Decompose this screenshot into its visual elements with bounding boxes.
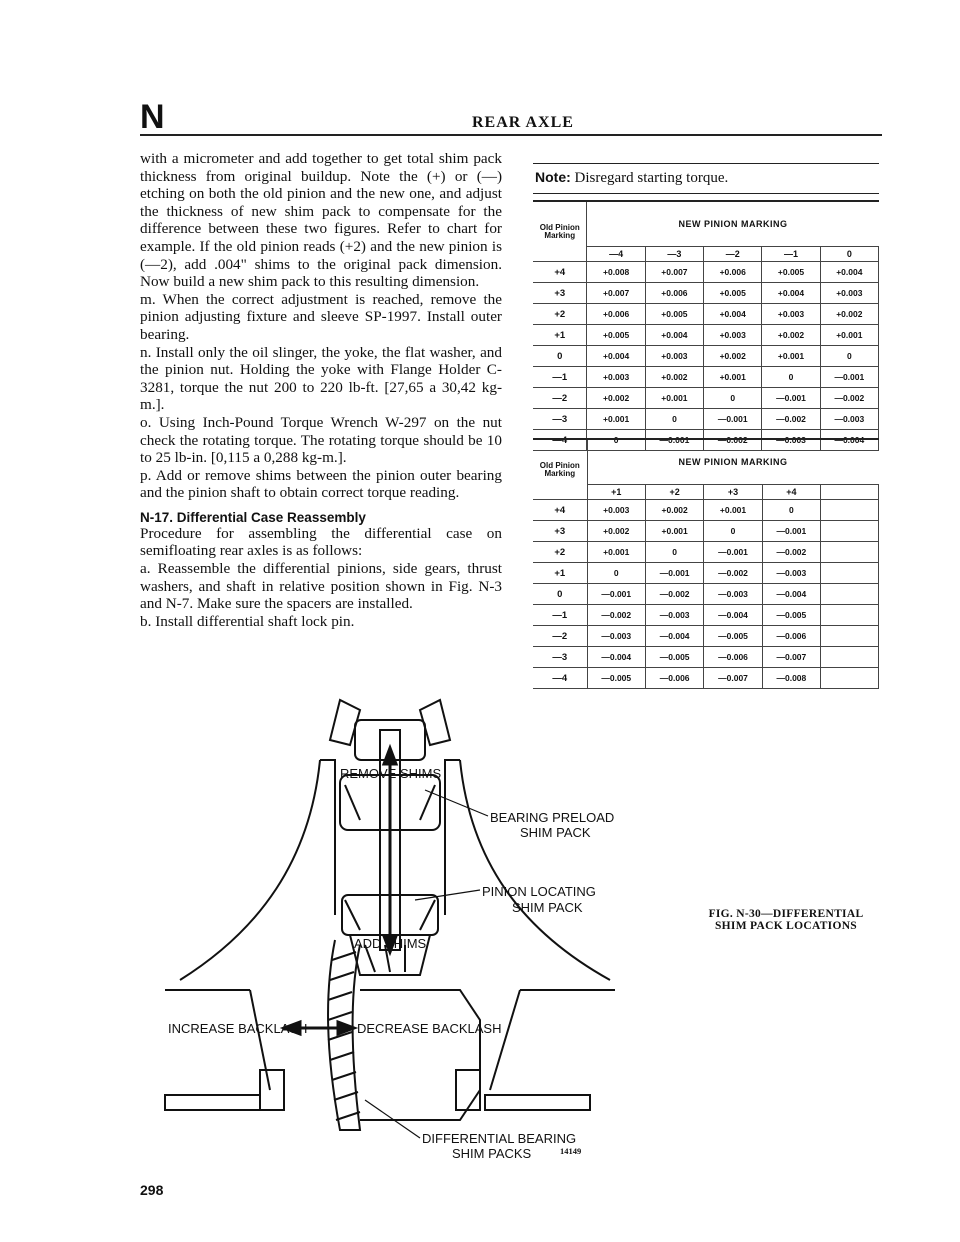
table-cell (821, 584, 879, 605)
table-cell (821, 647, 879, 668)
table-row (533, 262, 879, 283)
row-label: —3 (533, 409, 587, 430)
paragraph: p. Add or remove shims between the pinion outer bearing and the pinion shaft to obtain correct torque reading. (140, 466, 502, 502)
table-cell: +0.003 (645, 346, 703, 367)
new-pinion-header: NEW PINION MARKING (587, 439, 878, 485)
table-cell: —0.006 (762, 626, 820, 647)
pinion-marking-table-negative (533, 200, 879, 451)
table-cell: +0.004 (645, 325, 703, 346)
label-decrease-backlash: DECREASE BACKLASH (357, 1021, 502, 1036)
table-row (533, 283, 879, 304)
table-cell: —0.004 (704, 605, 762, 626)
table-cell: +0.005 (587, 325, 645, 346)
column-header: 0 (820, 247, 878, 262)
table-cell: +0.002 (645, 500, 703, 521)
table-row (533, 542, 879, 563)
row-label: +1 (533, 563, 587, 584)
label-pinion-locating-2: SHIM PACK (512, 900, 583, 915)
row-label: +4 (533, 262, 587, 283)
table-row (533, 647, 879, 668)
label-differential-bearing-2: SHIM PACKS (452, 1146, 532, 1160)
table-cell: —0.002 (645, 584, 703, 605)
table-cell: —0.003 (645, 605, 703, 626)
section-letter: N (140, 98, 166, 136)
table-cell: +0.007 (587, 283, 645, 304)
old-pinion-header: Old Pinion Marking (533, 201, 587, 262)
paragraph: a. Reassemble the differential pinions, side gears, thrust washers, and shaft in relative position shown in Fig. N-3 and N-7. Make sure the spacers are installed. (140, 560, 502, 613)
paragraph: m. When the correct adjustment is reached, remove the pinion adjusting fixture and sleeve SP-1997. Install outer bearing. (140, 290, 502, 343)
table-row (533, 584, 879, 605)
table-cell: 0 (645, 409, 703, 430)
row-label: —3 (533, 647, 587, 668)
table-cell (821, 563, 879, 584)
row-label: 0 (533, 584, 587, 605)
column-header: —1 (762, 247, 820, 262)
table-row (533, 325, 879, 346)
table-cell: +0.005 (762, 262, 820, 283)
table-row (533, 563, 879, 584)
table-cell: —0.001 (587, 584, 645, 605)
table-cell: +0.001 (587, 409, 645, 430)
table-cell: —0.007 (762, 647, 820, 668)
table-cell: 0 (762, 367, 820, 388)
table-cell: 0 (587, 563, 645, 584)
row-label: +3 (533, 521, 587, 542)
table-cell: 0 (645, 542, 703, 563)
header-rule (140, 134, 882, 136)
paragraph: n. Install only the oil slinger, the yoke, the flat washer, and the pinion nut. Holding the yoke with Flange Holder C-3281, torque the nut 200 to 220 lb-ft. [27,65 a 30,42 kg-m.]. (140, 343, 502, 414)
table-cell: 0 (704, 521, 762, 542)
table-row (533, 605, 879, 626)
table-cell: —0.006 (645, 668, 703, 689)
column-header: +2 (645, 485, 703, 500)
table-cell: —0.001 (704, 542, 762, 563)
table-cell (821, 542, 879, 563)
table-cell: +0.003 (820, 283, 878, 304)
table-cell: —0.002 (704, 430, 762, 451)
table-cell: —0.002 (762, 409, 820, 430)
table-cell: 0 (704, 388, 762, 409)
page-number: 298 (140, 1182, 164, 1198)
table-cell: 0 (820, 346, 878, 367)
table-row (533, 521, 879, 542)
table-cell: —0.004 (820, 430, 878, 451)
differential-shim-diagram (160, 690, 620, 1160)
table-cell: —0.003 (587, 626, 645, 647)
table-cell (821, 626, 879, 647)
label-pinion-locating: PINION LOCATING (482, 884, 596, 899)
table-cell (821, 500, 879, 521)
left-column (140, 150, 502, 630)
row-label: 0 (533, 346, 587, 367)
pinion-marking-table-positive (533, 438, 879, 689)
table-cell: 0 (762, 500, 820, 521)
label-remove-shims: REMOVE SHIMS (340, 766, 442, 781)
note-text: Disregard starting torque. (574, 170, 729, 186)
paragraph: with a micrometer and add together to get total shim pack thickness from original buildup. Note the (+) or (—) etching on both the old pinion and the new one, and adjust the thickness of new shim pack to compensate for the difference between these two figures. Refer to chart for example. If the old pinion reads (+2) and the new pinion is (—2), add .004" shims to the original pack dimension. Now build a new shim pack to this resulting dimension. (140, 150, 502, 291)
paragraph: Procedure for assembling the differential case on semifloating rear axles is as follows: (140, 524, 502, 560)
table-cell: —0.001 (645, 430, 703, 451)
column-header: —2 (704, 247, 762, 262)
axle-right (485, 1095, 590, 1110)
table-cell: —0.003 (762, 563, 820, 584)
table-cell: +0.005 (645, 304, 703, 325)
row-label: —1 (533, 605, 587, 626)
row-label: +3 (533, 283, 587, 304)
row-label: +2 (533, 542, 587, 563)
table-cell: +0.002 (762, 325, 820, 346)
table-cell: +0.004 (587, 346, 645, 367)
figure-number: 14149 (560, 1146, 582, 1156)
label-increase-backlash: INCREASE BACKLASH (168, 1021, 308, 1036)
table-cell: +0.001 (645, 521, 703, 542)
label-differential-bearing: DIFFERENTIAL BEARING (422, 1131, 577, 1146)
label-bearing-preload: BEARING PRELOAD (490, 810, 615, 825)
table-cell: —0.002 (587, 605, 645, 626)
row-label: —1 (533, 367, 587, 388)
table-cell: —0.001 (645, 563, 703, 584)
section-heading: N-17. Differential Case Reassembly (140, 509, 366, 525)
table-cell: +0.008 (587, 262, 645, 283)
new-pinion-header: NEW PINION MARKING (587, 201, 879, 247)
old-pinion-header: Old Pinion Marking (533, 439, 587, 500)
table-cell: +0.001 (704, 500, 762, 521)
table-cell: +0.004 (762, 283, 820, 304)
table-cell: —0.003 (704, 584, 762, 605)
table-cell: +0.007 (645, 262, 703, 283)
paragraph: o. Using Inch-Pound Torque Wrench W-297 on the nut check the rotating torque. The rotating torque should be 10 to 25 lb-in. [0,115 a 0,288 kg-m.]. (140, 413, 502, 467)
table-row (533, 668, 879, 689)
table-cell: +0.001 (704, 367, 762, 388)
row-label: —2 (533, 388, 587, 409)
differential-case (360, 990, 480, 1120)
table-cell: +0.005 (704, 283, 762, 304)
table-cell: +0.001 (645, 388, 703, 409)
table-row (533, 500, 879, 521)
table-cell: +0.003 (587, 500, 645, 521)
row-label: +2 (533, 304, 587, 325)
table-cell: —0.005 (704, 626, 762, 647)
table-cell: —0.002 (762, 542, 820, 563)
column-header: —3 (645, 247, 703, 262)
table-cell: —0.001 (762, 388, 820, 409)
table-row (533, 346, 879, 367)
table-cell: +0.003 (762, 304, 820, 325)
table-cell: +0.002 (645, 367, 703, 388)
table-cell: —0.001 (820, 367, 878, 388)
table-cell: +0.002 (587, 521, 645, 542)
table-cell: +0.002 (820, 304, 878, 325)
label-add-shims: ADD SHIMS (354, 936, 427, 951)
table-row (533, 388, 879, 409)
table-cell: +0.004 (820, 262, 878, 283)
table-cell: —0.008 (762, 668, 820, 689)
table-cell: +0.003 (587, 367, 645, 388)
table-cell: —0.004 (587, 647, 645, 668)
row-label: —2 (533, 626, 587, 647)
table-cell: +0.003 (704, 325, 762, 346)
table-cell: —0.007 (704, 668, 762, 689)
column-header (821, 485, 879, 500)
table-cell: —0.003 (762, 430, 820, 451)
table-row (533, 626, 879, 647)
table-cell: —0.005 (645, 647, 703, 668)
table-cell: —0.005 (762, 605, 820, 626)
table-cell: +0.002 (587, 388, 645, 409)
table-cell: —0.001 (762, 521, 820, 542)
table-cell: —0.003 (820, 409, 878, 430)
right-diff-bearing (456, 1070, 480, 1110)
table-cell: +0.006 (645, 283, 703, 304)
table-cell: 0 (587, 430, 645, 451)
table-cell: +0.006 (704, 262, 762, 283)
column-header: +4 (762, 485, 820, 500)
table-cell: —0.002 (820, 388, 878, 409)
table-cell (821, 668, 879, 689)
table-row (533, 304, 879, 325)
table-cell: +0.002 (704, 346, 762, 367)
column-header: +1 (587, 485, 645, 500)
figure-caption: FIG. N-30—DIFFERENTIAL SHIM PACK LOCATIONS (708, 908, 864, 932)
row-label: —4 (533, 430, 587, 451)
column-header: +3 (704, 485, 762, 500)
row-label: +1 (533, 325, 587, 346)
note-box (533, 163, 879, 194)
yoke (330, 700, 450, 745)
row-label: —4 (533, 668, 587, 689)
table-cell: +0.001 (587, 542, 645, 563)
table-cell: —0.002 (704, 563, 762, 584)
table-cell (821, 521, 879, 542)
table-cell: —0.006 (704, 647, 762, 668)
note-label: Note: (535, 169, 571, 185)
table-cell: —0.001 (704, 409, 762, 430)
table-cell: +0.004 (704, 304, 762, 325)
page-title: REAR AXLE (472, 114, 574, 131)
table-cell: +0.001 (762, 346, 820, 367)
axle-left (165, 1095, 260, 1110)
table-row (533, 367, 879, 388)
left-diff-bearing (260, 1070, 284, 1110)
table-cell: —0.004 (645, 626, 703, 647)
table-cell: +0.006 (587, 304, 645, 325)
column-header: —4 (587, 247, 645, 262)
row-label: +4 (533, 500, 587, 521)
table-cell (821, 605, 879, 626)
label-bearing-preload-2: SHIM PACK (520, 825, 591, 840)
table-cell: +0.001 (820, 325, 878, 346)
table-row (533, 409, 879, 430)
paragraph: b. Install differential shaft lock pin. (140, 612, 355, 630)
table-cell: —0.004 (762, 584, 820, 605)
table-cell: —0.005 (587, 668, 645, 689)
